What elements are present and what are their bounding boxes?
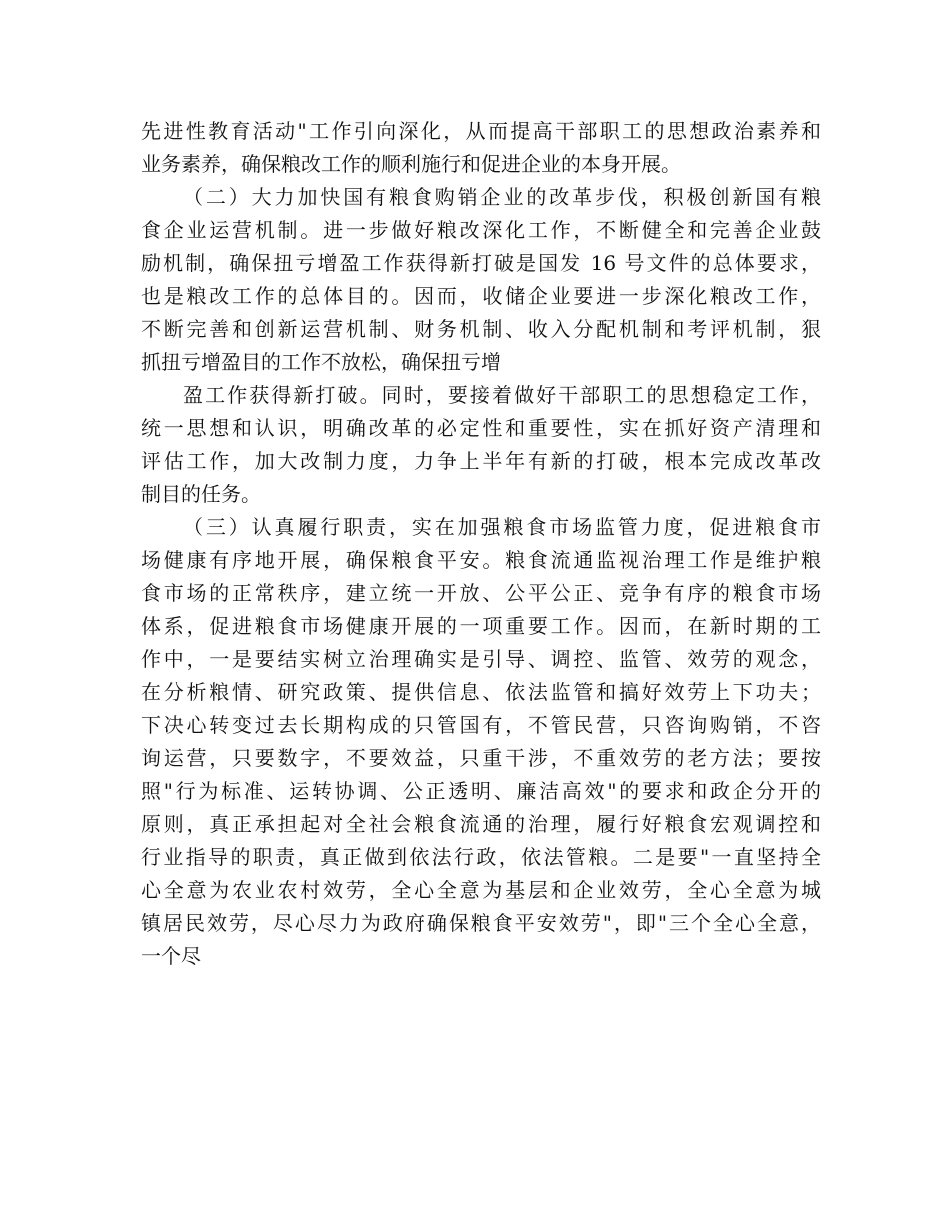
text-line: 询运营，只要数字，不要效益，只重干涉，不重效劳的老方法；要按 (141, 746, 821, 770)
text-line: （三）认真履行职责，实在加强粮食市场监管力度，促进粮食市 (183, 515, 821, 539)
text-line: 评估工作，加大改制力度，力争上半年有新的打破，根本完成改革改 (141, 449, 821, 473)
text-line: 镇居民效劳，尽心尽力为政府确保粮食平安效劳"，即"三个全心全意， (141, 911, 821, 935)
text-line: 一个尽 (141, 944, 201, 968)
text-line: 抓扭亏增盈目的工作不放松，确保扭亏增 (141, 350, 501, 374)
text-line: 业务素养，确保粮改工作的顺利施行和促进企业的本身开展。 (141, 152, 681, 176)
text-line: 在分析粮情、研究政策、提供信息、依法监管和搞好效劳上下功夫； (141, 680, 821, 704)
text-line: 盈工作获得新打破。同时，要接着做好干部职工的思想稳定工作， (183, 383, 821, 407)
text-line: 不断完善和创新运营机制、财务机制、收入分配机制和考评机制，狠 (141, 317, 821, 341)
text-line: 制目的任务。 (141, 482, 261, 506)
text-line: 行业指导的职责，真正做到依法行政，依法管粮。二是要"一直坚持全 (141, 845, 821, 869)
text-line: 体系，促进粮食市场健康开展的一项重要工作。因而，在新时期的工 (141, 614, 821, 638)
text-line: 也是粮改工作的总体目的。因而，收储企业要进一步深化粮改工作， (141, 284, 821, 308)
document-body (141, 115, 821, 973)
text-line: 食企业运营机制。进一步做好粮改深化工作，不断健全和完善企业鼓 (141, 218, 821, 242)
text-line: 作中，一是要结实树立治理确实是引导、调控、监管、效劳的观念， (141, 647, 821, 671)
text-line: 先进性教育活动"工作引向深化，从而提高干部职工的思想政治素养和 (141, 119, 821, 143)
text-line: 原则，真正承担起对全社会粮食流通的治理，履行好粮食宏观调控和 (141, 812, 821, 836)
text-line: （二）大力加快国有粮食购销企业的改革步伐，积极创新国有粮 (183, 185, 821, 209)
text-line: 统一思想和认识，明确改革的必定性和重要性，实在抓好资产清理和 (141, 416, 821, 440)
text-line: 照"行为标准、运转协调、公正透明、廉洁高效"的要求和政企分开的 (141, 779, 821, 803)
text-line: 心全意为农业农村效劳，全心全意为基层和企业效劳，全心全意为城 (141, 878, 821, 902)
text-line: 场健康有序地开展，确保粮食平安。粮食流通监视治理工作是维护粮 (141, 548, 821, 572)
text-line: 下决心转变过去长期构成的只管国有，不管民营，只咨询购销，不咨 (141, 713, 821, 737)
text-line: 食市场的正常秩序，建立统一开放、公平公正、竞争有序的粮食市场 (141, 581, 821, 605)
text-line: 励机制，确保扭亏增盈工作获得新打破是国发 16 号文件的总体要求， (141, 251, 821, 275)
